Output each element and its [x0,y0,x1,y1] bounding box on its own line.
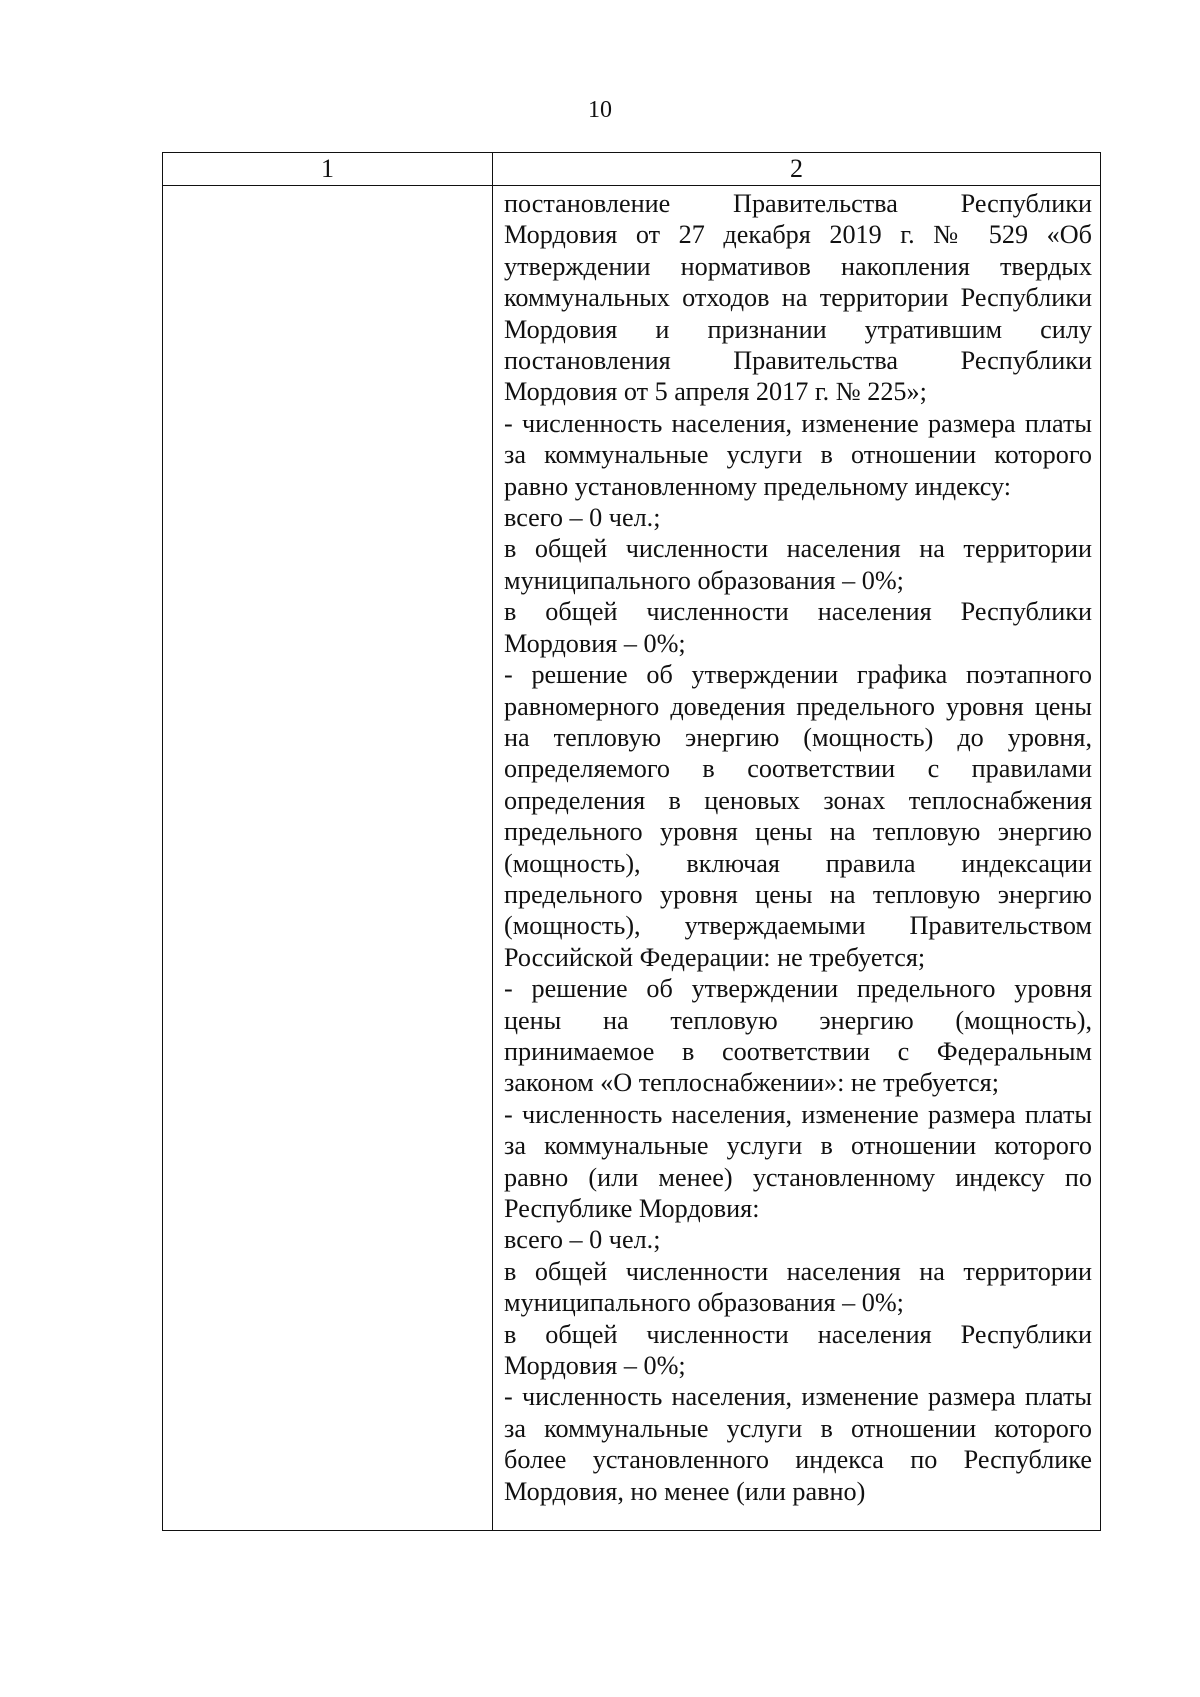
paragraph: всего – 0 чел.; [504,1225,661,1255]
paragraph: - решение об утверждении графика поэтапного равномерного доведения предельного уровня цены на тепловую энергию (мощность) до уровня, определяемого в соответствии с правилами определения в ценовых зонах теплоснабжения предельного уровня цены на тепловую энергию (мощность), включая правила индексации предельного уровня цены на тепловую энергию (мощность), утверждаемыми Правительством Российской Федерации: не требуется; [504,660,1092,972]
page-number: 10 [588,97,612,123]
column-2-cell [493,186,1101,1531]
table-row [163,186,1101,1531]
paragraph: постановление Правительства Республики Мордовия от 27 декабря 2019 г. № 529 «Об утверждении нормативов накопления твердых коммунальных отходов на территории Республики Мордовия и признании утратившим силу постановления Правительства Республики Мордовия от 5 апреля 2017 г. № 225»; [504,189,1092,407]
column-header-2: 2 [493,153,1101,186]
paragraph: - численность населения, изменение размера платы за коммунальные услуги в отношении которого более установленного индекса по Республике Мордовия, но менее (или равно) [504,1382,1092,1506]
paragraph: в общей численности населения на территории муниципального образования – 0%; [504,1256,1092,1318]
paragraph: - численность населения, изменение размера платы за коммунальные услуги в отношении которого равно установленному предельному индексу: [504,408,1092,501]
column-1-cell [163,186,493,1531]
paragraph: в общей численности населения на территории муниципального образования – 0%; [504,534,1092,595]
paragraph: - численность населения, изменение размера платы за коммунальные услуги в отношении которого равно (или менее) установленному индексу по Республике Мордовия: [504,1099,1092,1223]
column-header-1: 1 [163,153,493,186]
column-2-text [493,186,1100,1507]
paragraph: в общей численности населения Республики Мордовия – 0%; [504,1319,1092,1381]
paragraph: всего – 0 чел.; [504,503,661,533]
table-header-row [163,153,1101,186]
paragraph: - решение об утверждении предельного уровня цены на тепловую энергию (мощность), принимаемое в соответствии с Федеральным законом «О теплоснабжении»: не требуется; [504,974,1092,1098]
paragraph: в общей численности населения Республики Мордовия – 0%; [504,597,1092,658]
document-table [162,152,1101,1531]
